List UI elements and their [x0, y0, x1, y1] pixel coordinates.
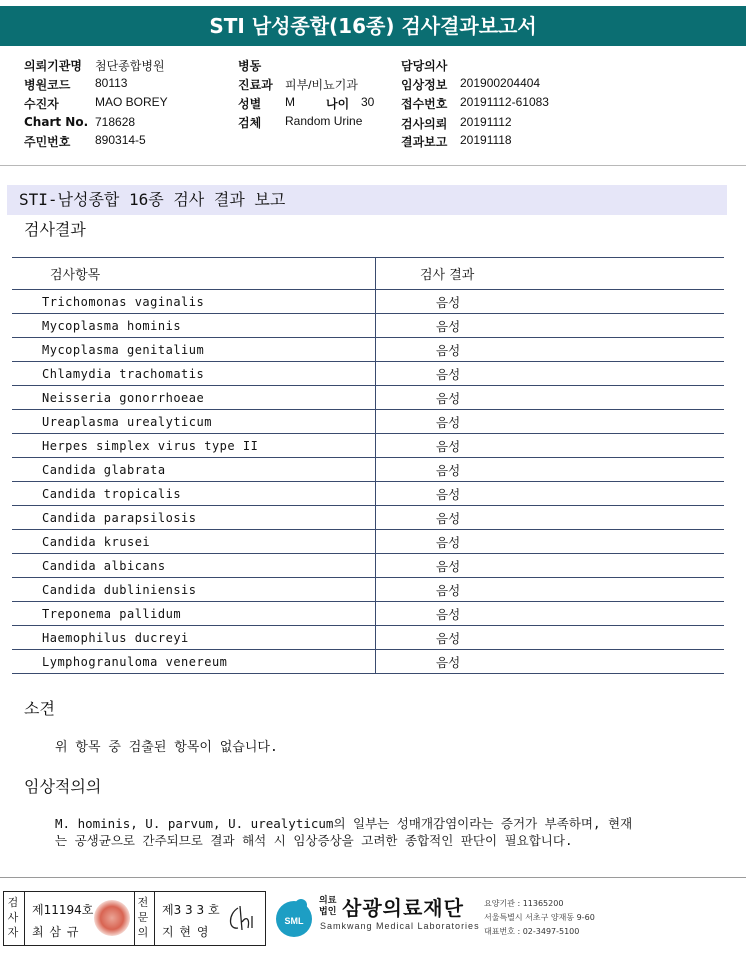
specialist-label: 전문의 [137, 896, 149, 939]
test-result: 음성 [376, 482, 725, 506]
test-result: 음성 [376, 530, 725, 554]
clinical-info-value: 201900204404 [460, 76, 541, 90]
table-row [12, 506, 724, 530]
table-row [12, 626, 724, 650]
logo-text: SML [284, 916, 304, 926]
test-item-name: Lymphogranuloma venereum [12, 650, 376, 674]
test-item-name: Candida glabrata [12, 458, 376, 482]
test-result: 음성 [376, 602, 725, 626]
table-row [12, 386, 724, 410]
test-result: 음성 [376, 290, 725, 314]
table-row [12, 458, 724, 482]
test-item-name: Mycoplasma genitalium [12, 338, 376, 362]
resid-label: 주민번호 [24, 135, 71, 149]
test-result: 음성 [376, 650, 725, 674]
footer-divider [0, 877, 746, 878]
clinical-heading: 임상적의의 [24, 777, 102, 796]
examiner-license: 제11194호 [32, 903, 94, 917]
examiner-seal [94, 900, 130, 936]
table-row [12, 602, 724, 626]
finding-heading: 소견 [24, 699, 55, 718]
test-result: 음성 [376, 578, 725, 602]
org-name: 삼광의료재단 [342, 896, 464, 920]
test-item-name: Neisseria gonorrhoeae [12, 386, 376, 410]
test-item-name: Candida parapsilosis [12, 506, 376, 530]
table-row [12, 362, 724, 386]
test-item-name: Treponema pallidum [12, 602, 376, 626]
test-result: 음성 [376, 554, 725, 578]
results-heading: 검사결과 [24, 220, 86, 239]
code-label: 병원코드 [24, 78, 71, 92]
chart-label: Chart No. [24, 115, 89, 129]
hospital-value: 첨단종합병원 [95, 59, 165, 73]
report-date-value: 20191118 [460, 133, 512, 147]
care-number: 요양기관 : 11365200 [484, 899, 564, 908]
sml-logo-icon [271, 895, 317, 941]
test-item-name: Haemophilus ducreyi [12, 626, 376, 650]
table-row [12, 314, 724, 338]
test-item-name: Candida tropicalis [12, 482, 376, 506]
request-value: 20191112 [460, 115, 512, 129]
report-heading: STI-남성종합 16종 검사 결과 보고 [7, 185, 727, 215]
table-row [12, 554, 724, 578]
org-prefix: 의료법인 [319, 896, 337, 917]
examiner-label: 검사자 [7, 896, 19, 939]
contact-info [484, 897, 595, 939]
clinical-info-label: 임상정보 [401, 78, 448, 92]
test-result: 음성 [376, 386, 725, 410]
test-item-name: Chlamydia trachomatis [12, 362, 376, 386]
test-result: 음성 [376, 362, 725, 386]
test-result: 음성 [376, 314, 725, 338]
org-english-name: Samkwang Medical Laboratories [320, 921, 480, 931]
report-date-label: 결과보고 [401, 135, 448, 149]
code-value: 80113 [95, 76, 128, 90]
table-row [12, 338, 724, 362]
test-result: 음성 [376, 458, 725, 482]
table-row [12, 530, 724, 554]
table-row [12, 410, 724, 434]
doctor-label: 담당의사 [401, 59, 448, 73]
table-row [12, 650, 724, 674]
test-item-name: Candida krusei [12, 530, 376, 554]
col-item-header: 검사항목 [12, 258, 376, 290]
org-phone: 대표번호 : 02-3497-5100 [484, 927, 580, 936]
clinical-text [55, 815, 695, 849]
hospital-label: 의뢰기관명 [24, 59, 82, 73]
col-result-header: 검사 결과 [376, 258, 725, 290]
test-result: 음성 [376, 338, 725, 362]
org-address: 서울특별시 서초구 양재동 9-60 [484, 913, 595, 922]
signature-icon [224, 900, 260, 936]
specimen-value: Random Urine [285, 114, 363, 128]
info-divider [0, 165, 746, 166]
results-table [12, 257, 724, 674]
patient-info [0, 53, 746, 163]
finding-text: 위 항목 중 검출된 항목이 없습니다. [55, 740, 278, 755]
test-result: 음성 [376, 506, 725, 530]
table-row [12, 434, 724, 458]
examiner-name: 최 삼 규 [32, 925, 80, 939]
test-item-name: Mycoplasma hominis [12, 314, 376, 338]
specimen-label: 검체 [238, 116, 262, 130]
dept-label: 진료과 [238, 78, 273, 92]
resid-value: 890314-5 [95, 133, 146, 147]
results-body [12, 290, 724, 674]
report-title: STI 남성종합(16종) 검사결과보고서 [0, 6, 746, 46]
test-item-name: Ureaplasma urealyticum [12, 410, 376, 434]
age-label: 나이 [326, 97, 350, 111]
dept-value: 피부/비뇨기과 [285, 78, 358, 92]
sex-value: M [285, 95, 295, 109]
table-row [12, 578, 724, 602]
test-item-name: Herpes simplex virus type II [12, 434, 376, 458]
specialist-name: 지 현 영 [162, 925, 210, 939]
ward-label: 병동 [238, 59, 262, 73]
specialist-license: 제3 3 3 호 [162, 903, 220, 917]
reception-value: 20191112-61083 [460, 95, 549, 109]
test-result: 음성 [376, 434, 725, 458]
sex-label: 성별 [238, 97, 262, 111]
table-row [12, 290, 724, 314]
clinical-text-line-1: M. hominis, U. parvum, U. urealyticum의 일부는 성매개감염이라는 증거가 부족하며, 현재 [55, 816, 633, 831]
table-header-row [12, 258, 724, 290]
chart-value: 718628 [95, 115, 136, 129]
clinical-text-line-2: 는 공생균으로 간주되므로 결과 해석 시 임상증상을 고려한 종합적인 판단이 필요합니다. [55, 833, 573, 848]
age-value: 30 [361, 95, 375, 109]
test-item-name: Candida dubliniensis [12, 578, 376, 602]
test-result: 음성 [376, 626, 725, 650]
reception-label: 접수번호 [401, 97, 448, 111]
recipient-value: MAO BOREY [95, 95, 168, 109]
request-label: 검사의뢰 [401, 117, 448, 131]
test-item-name: Candida albicans [12, 554, 376, 578]
recipient-label: 수진자 [24, 97, 59, 111]
signature-box [3, 891, 266, 946]
test-item-name: Trichomonas vaginalis [12, 290, 376, 314]
test-result: 음성 [376, 410, 725, 434]
table-row [12, 482, 724, 506]
